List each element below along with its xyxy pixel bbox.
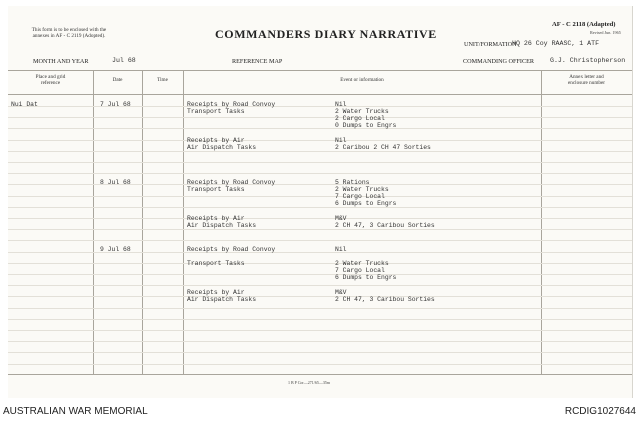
entry-event-label: Air Dispatch Tasks bbox=[187, 295, 257, 303]
entry-event-detail: M&V bbox=[335, 288, 347, 296]
form-notice bbox=[28, 27, 110, 39]
column-header-event: Event or information bbox=[340, 77, 384, 83]
revised-date: Revised Jun. 1965 bbox=[590, 30, 621, 35]
entry-event-detail: Nil bbox=[335, 246, 347, 253]
table-header-rule bbox=[8, 94, 632, 95]
column-header-place-line-1: Place and grid bbox=[35, 74, 66, 80]
entry-event-detail: 0 Dumps to Engrs bbox=[335, 122, 397, 130]
entry-event-detail: 2 CH 47, 3 Caribou Sorties bbox=[335, 295, 435, 303]
entry-event-detail: 2 Water Trucks bbox=[335, 186, 389, 194]
entry-event-label: Transport Tasks bbox=[187, 108, 245, 116]
entry-event-detail: 7 Cargo Local bbox=[335, 193, 385, 201]
column-header-place-line-2: reference bbox=[40, 80, 61, 86]
month-year-value: Jul 68 bbox=[112, 57, 136, 64]
entry-event-detail: 2 Caribou 2 CH 47 Sorties bbox=[335, 143, 431, 151]
entries-area bbox=[8, 101, 632, 371]
commanding-officer-label: COMMANDING OFFICER bbox=[463, 58, 534, 65]
entry-event-label: Air Dispatch Tasks bbox=[187, 221, 257, 229]
entry-event-label: Receipts by Road Convoy bbox=[187, 101, 276, 108]
form-notice-line-1: This form is to be enclosed with the bbox=[31, 27, 107, 33]
entry-event-detail: Nil bbox=[335, 136, 347, 144]
footer-id: RCDIG1027644 bbox=[564, 406, 636, 417]
entry-date: 7 Jul 68 bbox=[100, 101, 131, 108]
entry-event-detail: 2 Cargo Local bbox=[335, 115, 385, 123]
entry-event-detail: 2 CH 47, 3 Caribou Sorties bbox=[335, 221, 435, 229]
reference-map-label: REFERENCE MAP bbox=[232, 58, 283, 65]
unit-formation-label: UNIT/FORMATION bbox=[464, 41, 517, 48]
entry-event-detail: 5 Rations bbox=[335, 179, 370, 186]
column-header-annex-line-2: enclosure number bbox=[567, 80, 606, 86]
entry-event-label: Air Dispatch Tasks bbox=[187, 143, 257, 151]
column-header-place bbox=[8, 74, 93, 86]
entry-event-detail: Nil bbox=[335, 101, 347, 108]
entry-event-label: Receipts by Air bbox=[187, 136, 245, 144]
entry-event-detail: 6 Dumps to Engrs bbox=[335, 200, 397, 208]
entry-date: 8 Jul 68 bbox=[100, 179, 131, 186]
entry-event-detail: M&V bbox=[335, 214, 347, 222]
entry-event-detail: 2 Water Trucks bbox=[335, 260, 389, 268]
page-title: COMMANDERS DIARY NARRATIVE bbox=[215, 27, 437, 41]
form-code: AF - C 2118 (Adapted) bbox=[552, 21, 616, 28]
month-year-label: MONTH AND YEAR bbox=[33, 58, 89, 65]
entry-event-label: Transport Tasks bbox=[187, 260, 245, 268]
table-bottom-rule bbox=[8, 374, 632, 375]
entry-date: 9 Jul 68 bbox=[100, 246, 131, 253]
entry-event-label: Receipts by Air bbox=[187, 214, 245, 222]
column-header-time: Time bbox=[157, 77, 168, 83]
place-entry: Nui Dat bbox=[11, 101, 38, 108]
column-header-annex bbox=[541, 74, 632, 86]
diary-sheet bbox=[8, 6, 633, 398]
table-top-rule bbox=[8, 70, 632, 71]
form-notice-line-2: annexes in AF - C 2119 (Adopted). bbox=[32, 33, 106, 40]
column-header-annex-line-1: Annex letter and bbox=[569, 74, 604, 80]
entry-event-label: Transport Tasks bbox=[187, 186, 245, 194]
entry-event-detail: 2 Water Trucks bbox=[335, 108, 389, 116]
entry-event-detail: 6 Dumps to Engrs bbox=[335, 274, 397, 282]
entry-event-detail: 7 Cargo Local bbox=[335, 267, 385, 275]
unit-formation-value: HQ 26 Coy RAASC, 1 ATF bbox=[512, 40, 600, 47]
footer-credit: AUSTRALIAN WAR MEMORIAL bbox=[3, 406, 148, 417]
printer-note: 1 B P Cor—271/65—35m bbox=[288, 380, 330, 385]
column-header-date: Date bbox=[112, 77, 123, 83]
entry-event-label: Receipts by Road Convoy bbox=[187, 246, 276, 253]
commanding-officer-value: G.J. Christopherson bbox=[550, 57, 626, 64]
entry-event-label: Receipts by Air bbox=[187, 288, 245, 296]
entry-event-label: Receipts by Road Convoy bbox=[187, 179, 276, 186]
